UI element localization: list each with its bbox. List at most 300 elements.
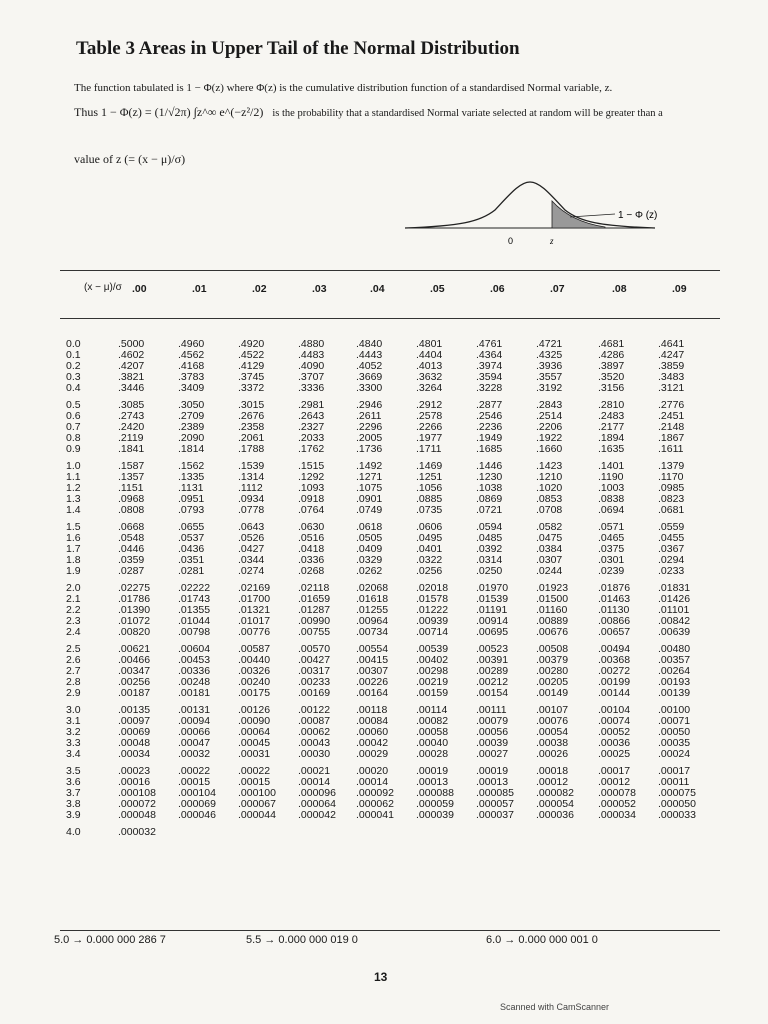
table-cell: .1446 <box>476 460 503 472</box>
table-cell: .1251 <box>416 471 443 483</box>
table-cell: .0571 <box>598 521 625 533</box>
table-cell: .000078 <box>598 787 636 799</box>
table-cell: .0239 <box>598 565 625 577</box>
z-value: 2.9 <box>66 687 81 699</box>
table-cell: .2643 <box>298 410 325 422</box>
table-cell: .00226 <box>356 676 389 688</box>
table-cell: .00280 <box>536 665 569 677</box>
table-cell: .0793 <box>178 504 205 516</box>
column-header: .05 <box>430 283 445 295</box>
table-cell: .0869 <box>476 493 503 505</box>
table-row <box>0 410 768 421</box>
table-cell: .00336 <box>178 665 211 677</box>
table-cell: .1814 <box>178 443 205 455</box>
table-cell: .0427 <box>238 543 265 555</box>
z-value: 0.4 <box>66 382 81 394</box>
table-cell: .4364 <box>476 349 503 361</box>
table-cell: .01255 <box>356 604 389 616</box>
table-cell: .01578 <box>416 593 449 605</box>
table-cell: .1190 <box>598 471 624 483</box>
table-cell: .4207 <box>118 360 145 372</box>
table-cell: .2810 <box>598 399 625 411</box>
table-row <box>0 626 768 637</box>
table-cell: .2514 <box>536 410 563 422</box>
table-cell: .000048 <box>118 809 156 821</box>
table-cell: .1611 <box>658 443 684 455</box>
column-header: .01 <box>192 283 207 295</box>
table-cell: .0708 <box>536 504 563 516</box>
table-cell: .0287 <box>118 565 145 577</box>
table-row <box>0 737 768 748</box>
table-cell: .00193 <box>658 676 691 688</box>
table-cell: .00570 <box>298 643 331 655</box>
z-value: 1.7 <box>66 543 81 555</box>
table-cell: .0294 <box>658 554 685 566</box>
table-cell: .00169 <box>298 687 331 699</box>
table-cell: .00100 <box>658 704 691 716</box>
table-cell: .0344 <box>238 554 265 566</box>
table-cell: .00011 <box>658 776 690 788</box>
table-cell: .01831 <box>658 582 691 594</box>
table-cell: .00144 <box>598 687 631 699</box>
table-cell: .01463 <box>598 593 631 605</box>
table-cell: .000104 <box>178 787 216 799</box>
table-cell: .000042 <box>298 809 336 821</box>
table-row <box>0 565 768 576</box>
table-row <box>0 554 768 565</box>
table-cell: .0475 <box>536 532 563 544</box>
table-cell: .000046 <box>178 809 216 821</box>
z-value: 1.8 <box>66 554 81 566</box>
table-cell: .00026 <box>536 748 569 760</box>
table-cell: .000082 <box>536 787 574 799</box>
table-cell: .1335 <box>178 471 205 483</box>
table-row <box>0 338 768 349</box>
table-row <box>0 399 768 410</box>
description: The function tabulated is 1 − Φ(z) where Φ(z) is the cumulative distribution function of a standardised Normal variable, z. <box>74 82 613 94</box>
table-cell: .00889 <box>536 615 569 627</box>
table-cell: .1894 <box>598 432 625 444</box>
table-cell: .00036 <box>598 737 631 749</box>
table-cell: .4761 <box>476 338 503 350</box>
table-cell: .000088 <box>416 787 454 799</box>
table-cell: .01072 <box>118 615 151 627</box>
table-cell: .00539 <box>416 643 449 655</box>
table-cell: .4522 <box>238 349 265 361</box>
table-row <box>0 382 768 393</box>
column-header: .00 <box>132 283 147 295</box>
table-cell: .1020 <box>536 482 563 494</box>
table-cell: .1492 <box>356 460 383 472</box>
table-cell: .00015 <box>238 776 271 788</box>
table-row <box>0 665 768 676</box>
table-cell: .3897 <box>598 360 625 372</box>
z-column-header: (x − μ)/σ <box>84 282 122 293</box>
table-cell: .2709 <box>178 410 205 422</box>
table-cell: .000092 <box>356 787 394 799</box>
table-cell: .0307 <box>536 554 563 566</box>
z-value: 0.2 <box>66 360 81 372</box>
table-cell: .00494 <box>598 643 631 655</box>
table-cell: .0436 <box>178 543 205 555</box>
table-cell: .00062 <box>298 726 331 738</box>
table-cell: .00027 <box>476 748 509 760</box>
table-cell: .1271 <box>356 471 383 483</box>
table-cell: .00069 <box>118 726 151 738</box>
table-cell: .4443 <box>356 349 383 361</box>
table-cell: .3264 <box>416 382 443 394</box>
table-row <box>0 460 768 471</box>
table-cell: .2296 <box>356 421 383 433</box>
table-cell: .00798 <box>178 626 211 638</box>
table-cell: .2061 <box>238 432 265 444</box>
table-cell: .0233 <box>658 565 685 577</box>
table-cell: .2676 <box>238 410 265 422</box>
table-cell: .1038 <box>476 482 503 494</box>
table-cell: .00131 <box>178 704 211 716</box>
table-cell: .02222 <box>178 582 211 594</box>
table-row <box>0 421 768 432</box>
table-cell: .3085 <box>118 399 145 411</box>
table-cell: .00256 <box>118 676 151 688</box>
table-cell: .000062 <box>356 798 394 810</box>
table-cell: .00466 <box>118 654 151 666</box>
table-cell: .1736 <box>356 443 383 455</box>
table-cell: .0244 <box>536 565 563 577</box>
table-cell: .00714 <box>416 626 449 638</box>
table-cell: .0384 <box>536 543 563 555</box>
z-value: 3.8 <box>66 798 81 810</box>
table-cell: .0301 <box>598 554 625 566</box>
table-cell: .1075 <box>356 482 383 494</box>
table-cell: .2981 <box>298 399 325 411</box>
table-cell: .0375 <box>598 543 625 555</box>
table-cell: .1003 <box>598 482 625 494</box>
table-row <box>0 704 768 715</box>
table-cell: .3446 <box>118 382 145 394</box>
table-cell: .1635 <box>598 443 625 455</box>
table-cell: .00019 <box>476 765 509 777</box>
table-cell: .00453 <box>178 654 211 666</box>
z-value: 4.0 <box>66 826 81 838</box>
table-cell: .00523 <box>476 643 509 655</box>
table-cell: .1093 <box>298 482 325 494</box>
table-cell: .0594 <box>476 521 503 533</box>
table-cell: .2389 <box>178 421 205 433</box>
table-cell: .01426 <box>658 593 691 605</box>
z-value: 3.4 <box>66 748 81 760</box>
table-cell: .0721 <box>476 504 503 516</box>
page-number: 13 <box>374 970 388 984</box>
table-cell: .00776 <box>238 626 271 638</box>
table-cell: .0526 <box>238 532 265 544</box>
table-cell: .4641 <box>658 338 685 350</box>
table-cell: .000041 <box>356 809 394 821</box>
table-cell: .000075 <box>658 787 696 799</box>
table-cell: .00017 <box>658 765 691 777</box>
table-cell: .1841 <box>118 443 145 455</box>
table-cell: .000057 <box>476 798 514 810</box>
table-cell: .00219 <box>416 676 449 688</box>
table-cell: .2843 <box>536 399 563 411</box>
z-value: 2.8 <box>66 676 81 688</box>
table-cell: .0838 <box>598 493 625 505</box>
table-cell: .00023 <box>118 765 151 777</box>
table-cell: .1922 <box>536 432 563 444</box>
table-cell: .000064 <box>298 798 336 810</box>
table-cell: .00032 <box>178 748 211 760</box>
column-header: .02 <box>252 283 267 295</box>
table-cell: .3228 <box>476 382 503 394</box>
curve-label: 1 − Φ (z) <box>618 210 658 221</box>
table-cell: .000072 <box>118 798 156 810</box>
table-cell: .01743 <box>178 593 211 605</box>
table-cell: .0359 <box>118 554 145 566</box>
table-cell: .00082 <box>416 715 449 727</box>
table-cell: .00866 <box>598 615 631 627</box>
table-cell: .00045 <box>238 737 271 749</box>
z-value: 1.4 <box>66 504 81 516</box>
table-cell: .2090 <box>178 432 205 444</box>
curve-z: z <box>550 236 554 246</box>
table-cell: .00060 <box>356 726 389 738</box>
table-cell: .00064 <box>238 726 271 738</box>
table-cell: .000050 <box>658 798 696 810</box>
table-cell: .00587 <box>238 643 271 655</box>
table-cell: .000067 <box>238 798 276 810</box>
table-cell: .000033 <box>658 809 696 821</box>
table-cell: .00415 <box>356 654 389 666</box>
table-cell: .00111 <box>476 704 507 716</box>
z-value: 1.0 <box>66 460 81 472</box>
table-row <box>0 765 768 776</box>
table-cell: .0749 <box>356 504 383 516</box>
z-value: 3.6 <box>66 776 81 788</box>
table-cell: .00056 <box>476 726 509 738</box>
table-cell: .01500 <box>536 593 569 605</box>
footer-6-0: 6.0 → 0.000 000 001 0 <box>486 934 598 946</box>
table-cell: .0401 <box>416 543 443 555</box>
table-cell: .01160 <box>536 604 568 616</box>
table-cell: .00030 <box>298 748 331 760</box>
table-cell: .00427 <box>298 654 331 666</box>
table-cell: .00676 <box>536 626 569 638</box>
table-cell: .01970 <box>476 582 509 594</box>
table-cell: .00012 <box>536 776 569 788</box>
table-cell: .000052 <box>598 798 636 810</box>
table-cell: .00013 <box>416 776 449 788</box>
z-value: 0.7 <box>66 421 81 433</box>
table-cell: .2611 <box>356 410 382 422</box>
table-cell: .00048 <box>118 737 151 749</box>
table-cell: .02275 <box>118 582 151 594</box>
table-cell: .00034 <box>118 748 151 760</box>
table-cell: .0418 <box>298 543 325 555</box>
table-row <box>0 726 768 737</box>
table-cell: .3050 <box>178 399 205 411</box>
z-value: 0.9 <box>66 443 81 455</box>
table-cell: .4880 <box>298 338 325 350</box>
z-value: 0.5 <box>66 399 81 411</box>
table-cell: .000085 <box>476 787 514 799</box>
table-cell: .0322 <box>416 554 443 566</box>
table-cell: .3015 <box>238 399 265 411</box>
table-cell: .0582 <box>536 521 563 533</box>
table-cell: .2206 <box>536 421 563 433</box>
table-cell: .00017 <box>598 765 631 777</box>
bottom-rule <box>60 930 720 931</box>
table-cell: .0630 <box>298 521 325 533</box>
table-cell: .01044 <box>178 615 211 627</box>
table-cell: .00233 <box>298 676 331 688</box>
table-cell: .00014 <box>356 776 389 788</box>
table-cell: .00149 <box>536 687 569 699</box>
z-value: 2.3 <box>66 615 81 627</box>
table-cell: .2420 <box>118 421 145 433</box>
table-cell: .01355 <box>178 604 211 616</box>
table-cell: .2119 <box>118 432 144 444</box>
table-cell: .00047 <box>178 737 211 749</box>
table-cell: .00212 <box>476 676 509 688</box>
table-cell: .2776 <box>658 399 685 411</box>
table-cell: .4602 <box>118 349 145 361</box>
table-row <box>0 471 768 482</box>
table-cell: .00842 <box>658 615 691 627</box>
table-cell: .2912 <box>416 399 443 411</box>
table-cell: .0281 <box>178 565 205 577</box>
table-cell: .00368 <box>598 654 631 666</box>
table-cell: .0336 <box>298 554 325 566</box>
table-cell: .00022 <box>178 765 211 777</box>
table-cell: .0485 <box>476 532 503 544</box>
table-row <box>0 748 768 759</box>
table-cell: .00016 <box>118 776 151 788</box>
table-cell: .00272 <box>598 665 631 677</box>
table-cell: .00021 <box>298 765 331 777</box>
table-cell: .00107 <box>536 704 569 716</box>
table-cell: .1562 <box>178 460 205 472</box>
table-cell: .00087 <box>298 715 331 727</box>
table-cell: .1660 <box>536 443 563 455</box>
table-cell: .01222 <box>416 604 449 616</box>
table-cell: .00031 <box>238 748 271 760</box>
table-cell: .00040 <box>416 737 449 749</box>
table-cell: .02118 <box>298 582 330 594</box>
table-cell: .3520 <box>598 371 625 383</box>
table-cell: .000036 <box>536 809 574 821</box>
table-cell: .00076 <box>536 715 569 727</box>
probability-text: is the probability that a standardised Normal variate selected at random will be greater than a <box>272 108 663 119</box>
table-cell: .3936 <box>536 360 563 372</box>
table-cell: .3121 <box>658 382 685 394</box>
table-cell: .2033 <box>298 432 325 444</box>
table-cell: .000032 <box>118 826 156 838</box>
table-cell: .00164 <box>356 687 389 699</box>
table-cell: .00307 <box>356 665 389 677</box>
table-cell: .3557 <box>536 371 563 383</box>
z-value: 1.9 <box>66 565 81 577</box>
table-cell: .0853 <box>536 493 563 505</box>
table-cell: .0778 <box>238 504 265 516</box>
table-cell: .2266 <box>416 421 443 433</box>
table-cell: .00114 <box>416 704 448 716</box>
table-cell: .0559 <box>658 521 685 533</box>
z-value: 3.3 <box>66 737 81 749</box>
table-cell: .3745 <box>238 371 265 383</box>
table-cell: .000100 <box>238 787 276 799</box>
table-cell: .00379 <box>536 654 569 666</box>
table-cell: .1469 <box>416 460 443 472</box>
table-cell: .3707 <box>298 371 325 383</box>
table-cell: .0446 <box>118 543 145 555</box>
table-cell: .01876 <box>598 582 631 594</box>
table-cell: .2327 <box>298 421 325 433</box>
z-value: 2.5 <box>66 643 81 655</box>
table-cell: .0823 <box>658 493 685 505</box>
table-cell: .00122 <box>298 704 331 716</box>
table-cell: .4801 <box>416 338 443 350</box>
table-cell: .3409 <box>178 382 205 394</box>
table-cell: .1788 <box>238 443 265 455</box>
table-cell: .1423 <box>536 460 563 472</box>
table-cell: .000044 <box>238 809 276 821</box>
table-row <box>0 593 768 604</box>
table-cell: .4052 <box>356 360 383 372</box>
table-cell: .4247 <box>658 349 685 361</box>
table-row <box>0 521 768 532</box>
table-cell: .00018 <box>536 765 569 777</box>
table-cell: .00074 <box>598 715 631 727</box>
formula <box>74 105 734 120</box>
table-cell: .0268 <box>298 565 325 577</box>
table-cell: .3632 <box>416 371 443 383</box>
table-cell: .0516 <box>298 532 325 544</box>
table-cell: .1357 <box>118 471 145 483</box>
table-cell: .1112 <box>238 482 263 494</box>
table-cell: .00139 <box>658 687 691 699</box>
table-cell: .1762 <box>298 443 325 455</box>
table-cell: .0262 <box>356 565 383 577</box>
table-cell: .00135 <box>118 704 151 716</box>
table-cell: .00604 <box>178 643 211 655</box>
table-cell: .02169 <box>238 582 271 594</box>
table-cell: .0618 <box>356 521 383 533</box>
table-cell: .00071 <box>658 715 691 727</box>
table-cell: .3859 <box>658 360 685 372</box>
table-cell: .01101 <box>658 604 690 616</box>
value-of-z: value of z (= (x − μ)/σ) <box>74 152 186 166</box>
table-cell: .00022 <box>238 765 271 777</box>
table-cell: .00079 <box>476 715 509 727</box>
table-cell: .1151 <box>118 482 144 494</box>
table-cell: .00939 <box>416 615 449 627</box>
table-cell: .4483 <box>298 349 325 361</box>
table-cell: .00621 <box>118 643 151 655</box>
table-cell: .00480 <box>658 643 691 655</box>
table-cell: .2005 <box>356 432 383 444</box>
z-value: 3.7 <box>66 787 81 799</box>
table-cell: .0918 <box>298 493 325 505</box>
table-row <box>0 504 768 515</box>
table-cell: .2177 <box>598 421 625 433</box>
table-row <box>0 787 768 798</box>
table-cell: .0934 <box>238 493 265 505</box>
table-row <box>0 826 768 837</box>
table-cell: .4090 <box>298 360 325 372</box>
table-cell: .1056 <box>416 482 443 494</box>
table-cell: .4960 <box>178 338 205 350</box>
table-cell: .01390 <box>118 604 151 616</box>
